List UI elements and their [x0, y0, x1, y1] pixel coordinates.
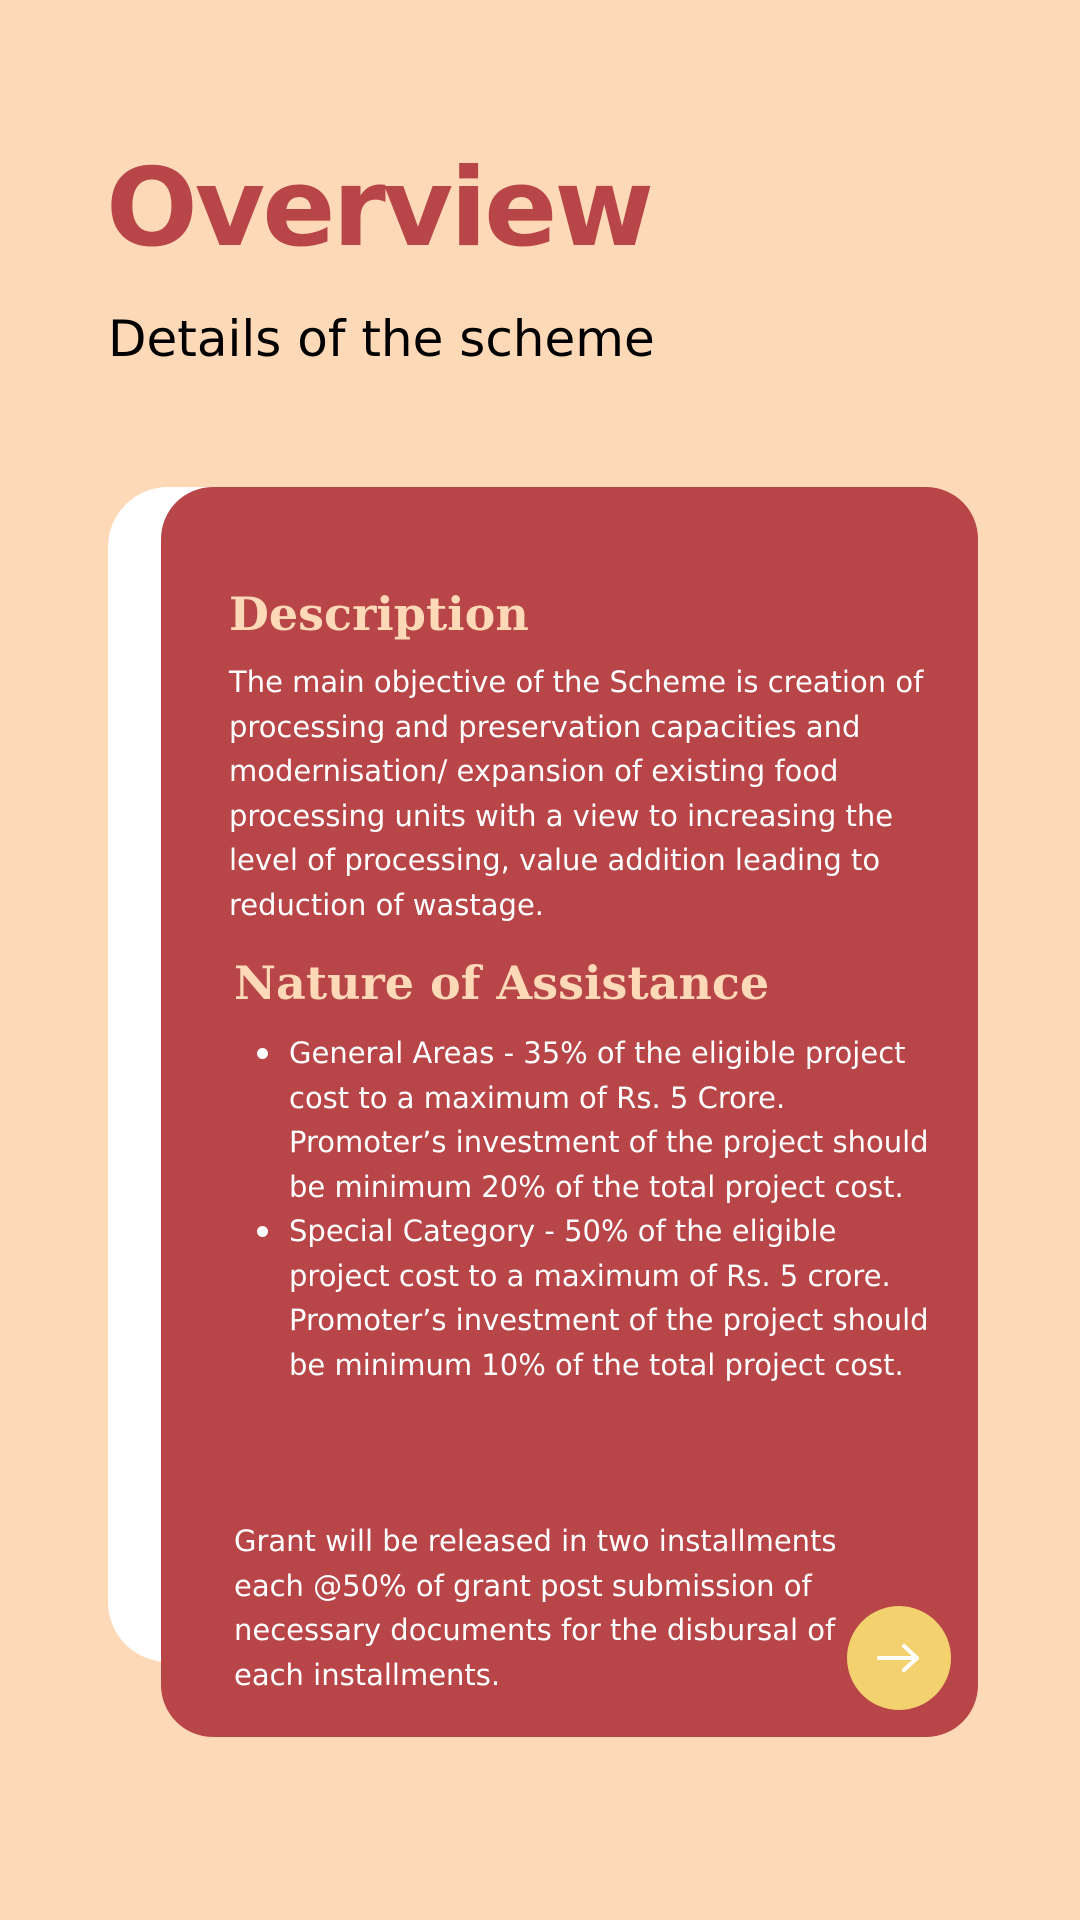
next-button[interactable]	[847, 1606, 951, 1710]
bullet-icon	[257, 1226, 268, 1237]
assistance-item-text: Special Category - 50% of the eligible project cost to a maximum of Rs. 5 crore. Promoter’s investment of the project should be minimum 10% of the total project cost.	[289, 1214, 929, 1382]
arrow-right-icon	[877, 1643, 921, 1673]
grant-text: Grant will be released in two installments each @50% of grant post submission of necessary documents for the disbursal of each installments.	[234, 1524, 837, 1692]
assistance-item-text: General Areas - 35% of the eligible project cost to a maximum of Rs. 5 Crore. Promoter’s investment of the project should be minimum 20% of the total project cost.	[289, 1036, 929, 1204]
assistance-heading: Nature of Assistance	[234, 956, 770, 1010]
assistance-list	[289, 1031, 929, 1387]
list-item	[289, 1209, 929, 1387]
list-item	[289, 1031, 929, 1209]
page-title: Overview	[106, 146, 652, 271]
description-heading: Description	[229, 587, 529, 641]
bullet-icon	[257, 1048, 268, 1059]
scheme-card	[161, 487, 978, 1737]
page-subtitle: Details of the scheme	[108, 310, 655, 368]
description-text: The main objective of the Scheme is creation of processing and preservation capacities and modernisation/ expansion of existing food processing units with a view to increasing the level of processing, value addition leading to reduction of wastage.	[229, 665, 924, 922]
